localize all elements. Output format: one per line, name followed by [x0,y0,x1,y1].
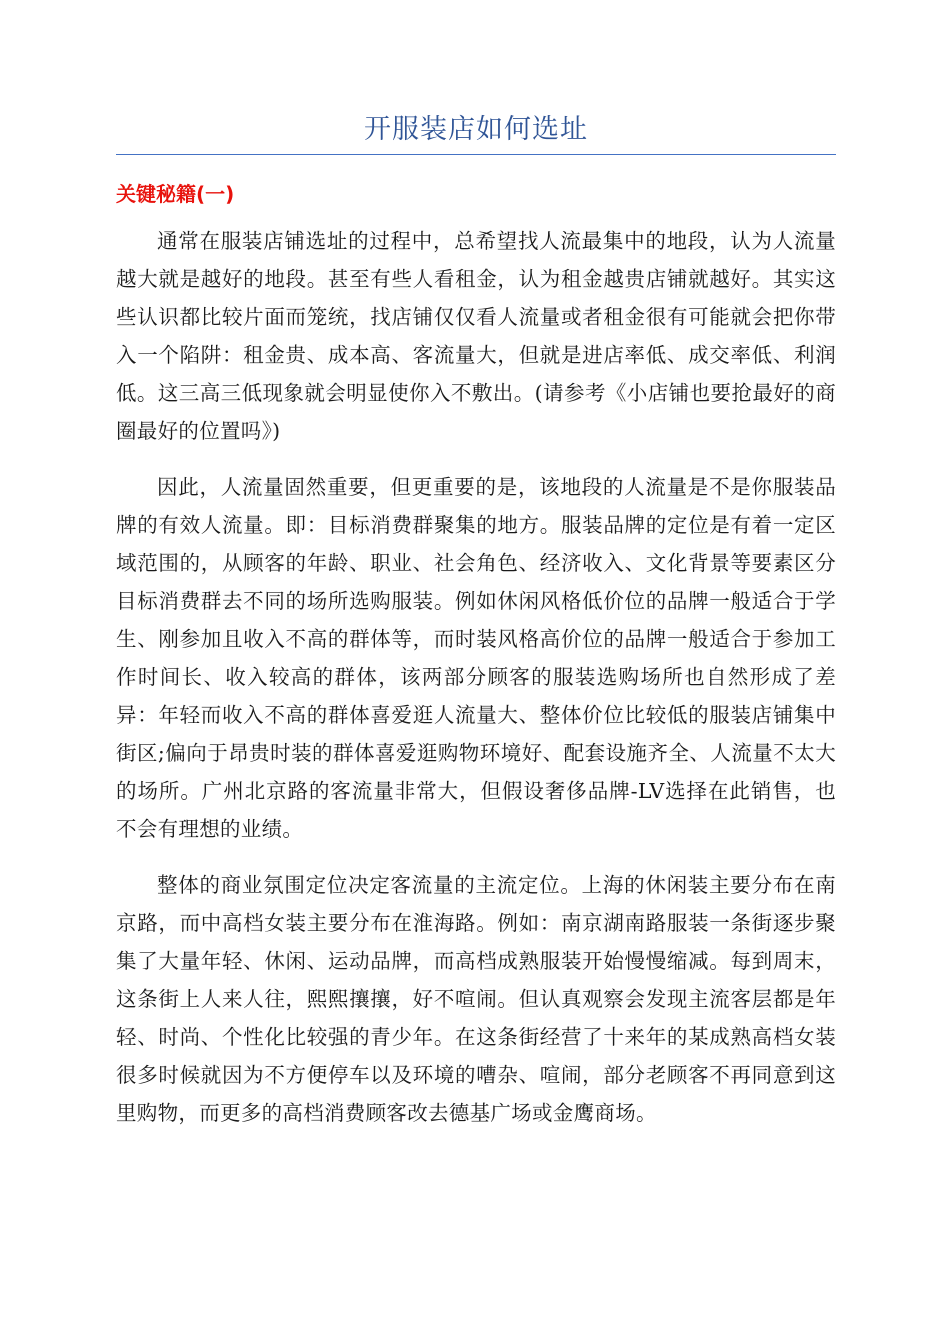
body-text [116,222,836,1150]
page-title: 开服装店如何选址 [364,114,588,145]
section-heading: 关键秘籍(一) [116,182,235,206]
paragraph-1: 通常在服装店铺选址的过程中，总希望找人流最集中的地段，认为人流量越大就是越好的地段。甚至有些人看租金，认为租金越贵店铺就越好。其实这些认识都比较片面而笼统，找店铺仅仅看人流量或者租金很有可能就会把你带入一个陷阱：租金贵、成本高、客流量大，但就是进店率低、成交率低、利润低。这三高三低现象就会明显使你入不敷出。(请参考《小店铺也要抢最好的商圈最好的位置吗》) [116,229,836,443]
paragraph-2: 因此，人流量固然重要，但更重要的是，该地段的人流量是不是你服装品牌的有效人流量。即：目标消费群聚集的地方。服装品牌的定位是有着一定区域范围的，从顾客的年龄、职业、社会角色、经济收入、文化背景等要素区分目标消费群去不同的场所选购服装。例如休闲风格低价位的品牌一般适合于学生、刚参加且收入不高的群体等，而时装风格高价位的品牌一般适合于参加工作时间长、收入较高的群体，该两部分顾客的服装选购场所也自然形成了差异：年轻而收入不高的群体喜爱逛人流量大、整体价位比较低的服装店铺集中街区;偏向于昂贵时装的群体喜爱逛购物环境好、配套设施齐全、人流量不太大的场所。广州北京路的客流量非常大，但假设奢侈品牌-LV选择在此销售，也不会有理想的业绩。 [116,475,836,841]
paragraph-3: 整体的商业氛围定位决定客流量的主流定位。上海的休闲装主要分布在南京路，而中高档女装主要分布在淮海路。例如：南京湖南路服装一条街逐步聚集了大量年轻、休闲、运动品牌，而高档成熟服装开始慢慢缩减。每到周末，这条街上人来人往，熙熙攘攘，好不喧闹。但认真观察会发现主流客层都是年轻、时尚、个性化比较强的青少年。在这条街经营了十来年的某成熟高档女装很多时候就因为不方便停车以及环境的嘈杂、喧闹，部分老顾客不再同意到这里购物，而更多的高档消费顾客改去德基广场或金鹰商场。 [116,873,836,1125]
title-divider [116,154,836,155]
